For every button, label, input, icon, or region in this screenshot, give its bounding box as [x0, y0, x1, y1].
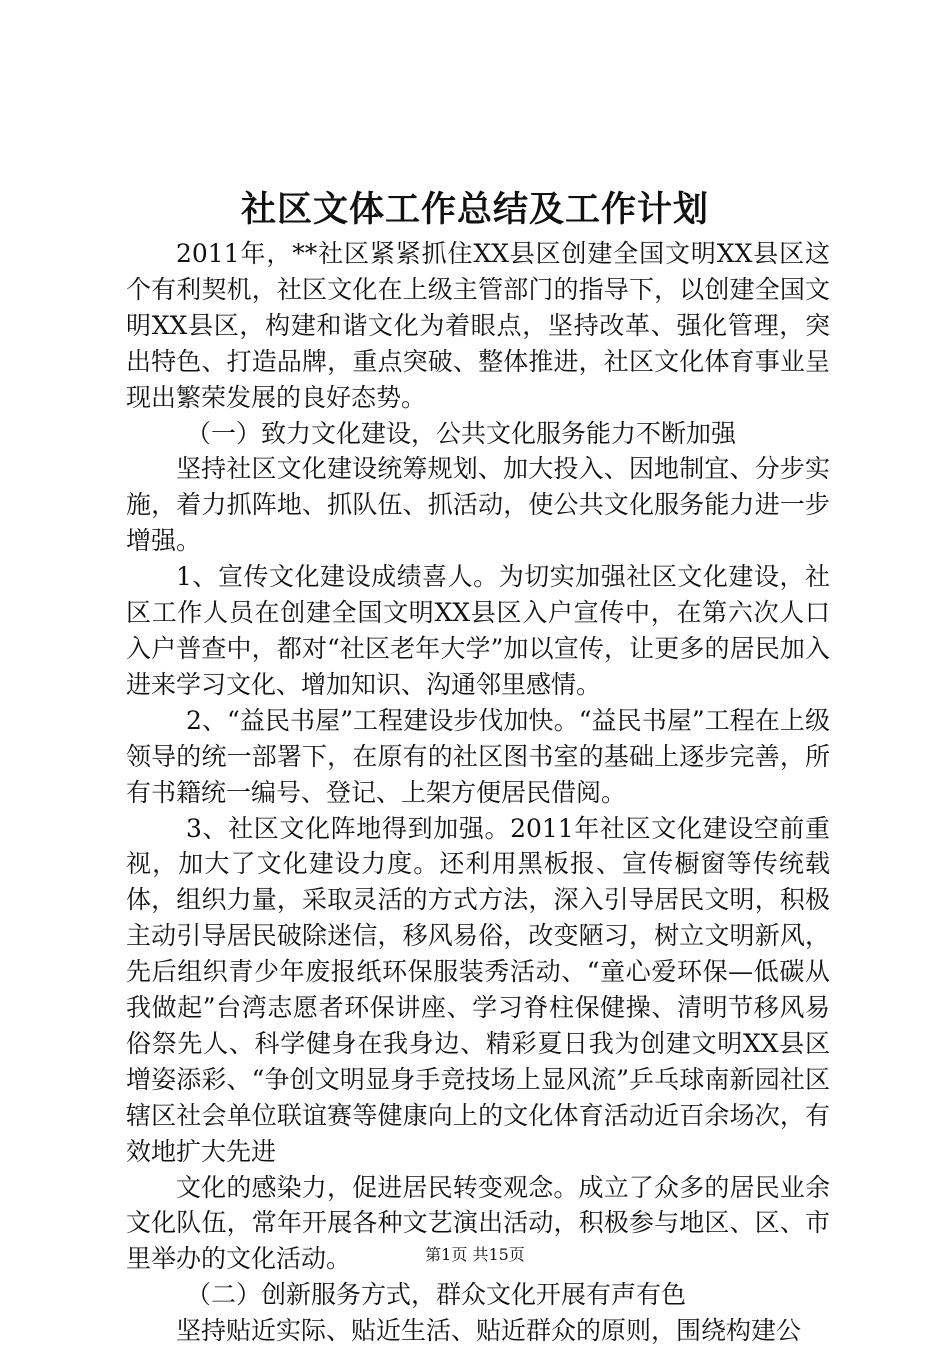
paragraph-item-3-continued: 文化的感染力，促进居民转变观念。成立了众多的居民业余文化队伍，常年开展各种文艺演出活动，积极参与地区、区、市里举办的文化活动。 — [126, 1172, 830, 1274]
paragraph-section-2-start: 坚持贴近实际、贴近生活、贴近群众的原则，围绕构建公 — [176, 1316, 802, 1346]
document-title: 社区文体工作总结及工作计划 — [240, 189, 709, 230]
paragraph-section-1-summary: 坚持社区文化建设统筹规划、加大投入、因地制宜、分步实施，着力抓阵地、抓队伍、抓活动，使公共文化服务能力进一步增强。 — [126, 454, 830, 556]
paragraph-item-3: 3、社区文化阵地得到加强。2011年社区文化建设空前重视，加大了文化建设力度。还利用黑板报、宣传橱窗等传统载体，组织力量，采取灵活的方式方法，深入引导居民文明，积极主动引导居民破除迷信，移风易俗，改变陋习，树立文明新风，先后组织青少年废报纸环保服装秀活动、“童心爱环保—低碳从我做起”台湾志愿者环保讲座、学习脊柱保健操、清明节移风易俗祭先人、科学健身在我身边、精彩夏日我为创建文明XX县区增姿添彩、“争创文明显身手竞技场上显风流”乒乓球南新园社区辖区社会单位联谊赛等健康向上的文化体育活动近百余场次，有效地扩大先进 — [126, 813, 830, 1166]
section-heading-2: （二）创新服务方式，群众文化开展有声有色 — [186, 1280, 687, 1310]
page-footer: 第1页 共15页 — [425, 1245, 525, 1264]
paragraph-intro: 2011年，**社区紧紧抓住XX县区创建全国文明XX县区这个有利契机，社区文化在上级主管部门的指导下，以创建全国文明XX县区，构建和谐文化为着眼点，坚持改革、强化管理，突出特色、打造品牌，重点突破、整体推进，社区文化体育事业呈现出繁荣发展的良好态势。 — [126, 239, 830, 412]
paragraph-item-1: 1、宣传文化建设成绩喜人。为切实加强社区文化建设，社区工作人员在创建全国文明XX县区入户宣传中，在第六次人口入户普查中，都对“社区老年大学”加以宣传，让更多的居民加入进来学习文化、增加知识、沟通邻里感情。 — [126, 562, 830, 699]
document-body — [126, 236, 830, 1349]
section-heading-1: （一）致力文化建设，公共文化服务能力不断加强 — [186, 418, 737, 448]
paragraph-item-2: 2、“益民书屋”工程建设步伐加快。“益民书屋”工程在上级领导的统一部署下，在原有的社区图书室的基础上逐步完善，所有书籍统一编号、登记、上架方便居民借阅。 — [126, 705, 830, 807]
